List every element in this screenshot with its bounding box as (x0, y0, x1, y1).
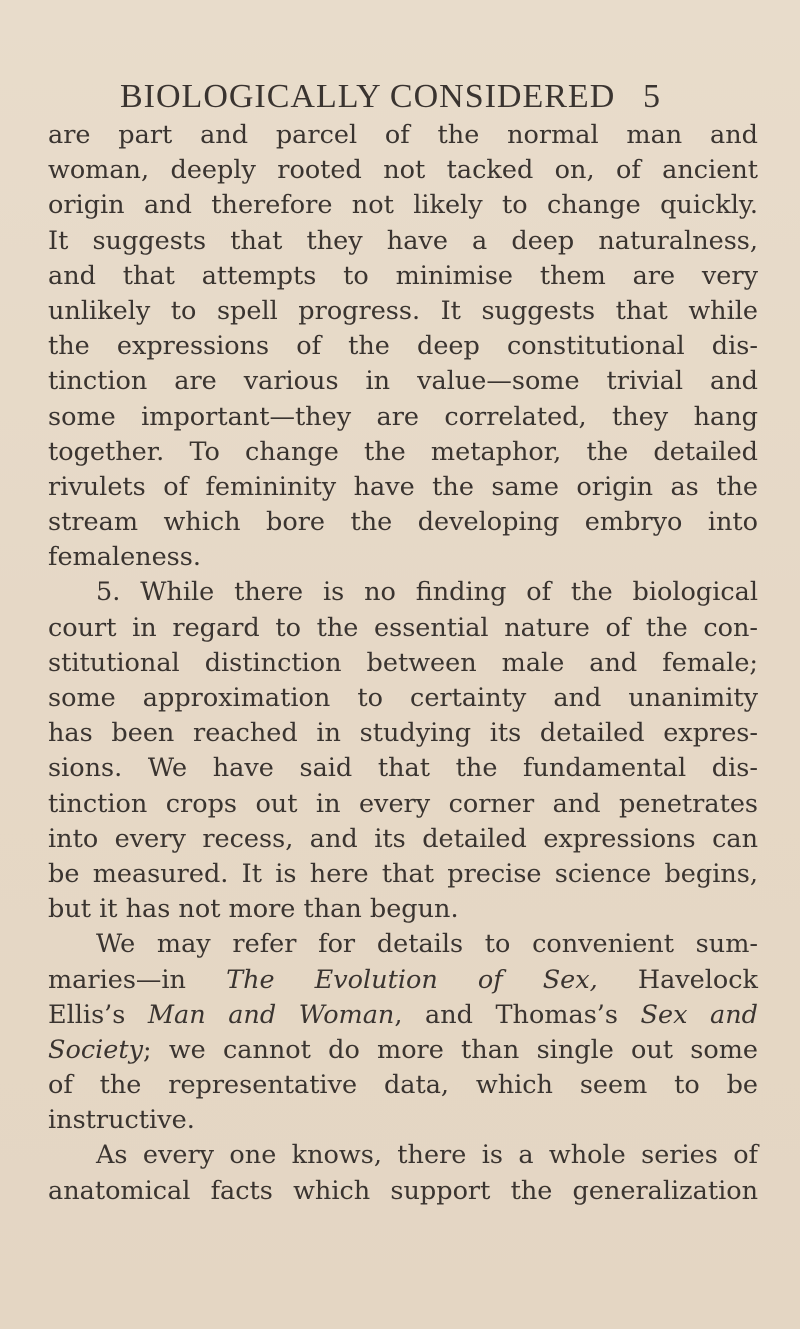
text-line: be measured. It is here that precise science begins, (48, 858, 758, 889)
page-number: 5 (643, 78, 660, 115)
book-title: Man and Woman (147, 999, 395, 1030)
page-header (120, 78, 660, 122)
text-line-mixed (48, 1033, 758, 1068)
text-line: 5. While there is no finding of the biological (96, 577, 758, 608)
text-line: the expressions of the deep constitutional dis- (48, 331, 758, 362)
text-line: sions. We have said that the fundamental dis- (48, 753, 758, 784)
book-title: The Evolution of Sex, (226, 964, 598, 995)
text-line: some approximation to certainty and unanimity (48, 683, 758, 713)
text-span: , and Thomas’s (394, 999, 618, 1030)
text-line: woman, deeply rooted not tacked on, of ancient (48, 155, 758, 186)
text-line: together. To change the metaphor, the detailed (48, 436, 758, 467)
text-line: tinction crops out in every corner and penetrates (48, 788, 758, 819)
text-line: femaleness. (48, 542, 201, 573)
text-line: It suggests that they have a deep naturalness, (48, 225, 758, 256)
text-line-mixed (48, 963, 758, 998)
text-line: and that attempts to minimise them are very (48, 260, 758, 291)
text-line: court in regard to the essential nature of the con- (48, 612, 758, 643)
text-line: has been reached in studying its detailed expres- (48, 718, 758, 749)
running-head: BIOLOGICALLY CONSIDERED (120, 78, 616, 115)
text-span: Ellis’s (48, 999, 126, 1030)
text-line-mixed (48, 998, 758, 1033)
text-line: As every one knows, there is a whole series of (96, 1140, 758, 1171)
text-line: of the representative data, which seem to be (48, 1070, 758, 1101)
text-line: but it has not more than begun. (48, 894, 459, 925)
body-text (48, 118, 758, 1209)
text-line: into every recess, and its detailed expressions can (48, 823, 758, 854)
text-line: some important—they are correlated, they hang (48, 401, 758, 432)
text-line: stitutional distinction between male and female; (48, 647, 758, 678)
text-line: origin and therefore not likely to change quickly. (48, 190, 758, 221)
text-line: rivulets of femininity have the same origin as the (48, 471, 758, 502)
text-span: Havelock (637, 964, 759, 995)
book-title: Society (48, 1034, 144, 1065)
text-line: We may refer for details to convenient sum- (96, 929, 758, 960)
text-line: are part and parcel of the normal man and (48, 120, 758, 150)
text-line: unlikely to spell progress. It suggests that while (48, 295, 758, 326)
text-line: anatomical facts which support the generalization (48, 1175, 758, 1206)
book-title: Sex and (640, 999, 758, 1030)
text-line: instructive. (48, 1105, 195, 1136)
text-span: maries—in (48, 964, 186, 995)
text-line: stream which bore the developing embryo into (48, 507, 758, 538)
text-span: ; we cannot do more than single out some (143, 1034, 758, 1065)
text-line: tinction are various in value—some trivial and (48, 366, 758, 397)
